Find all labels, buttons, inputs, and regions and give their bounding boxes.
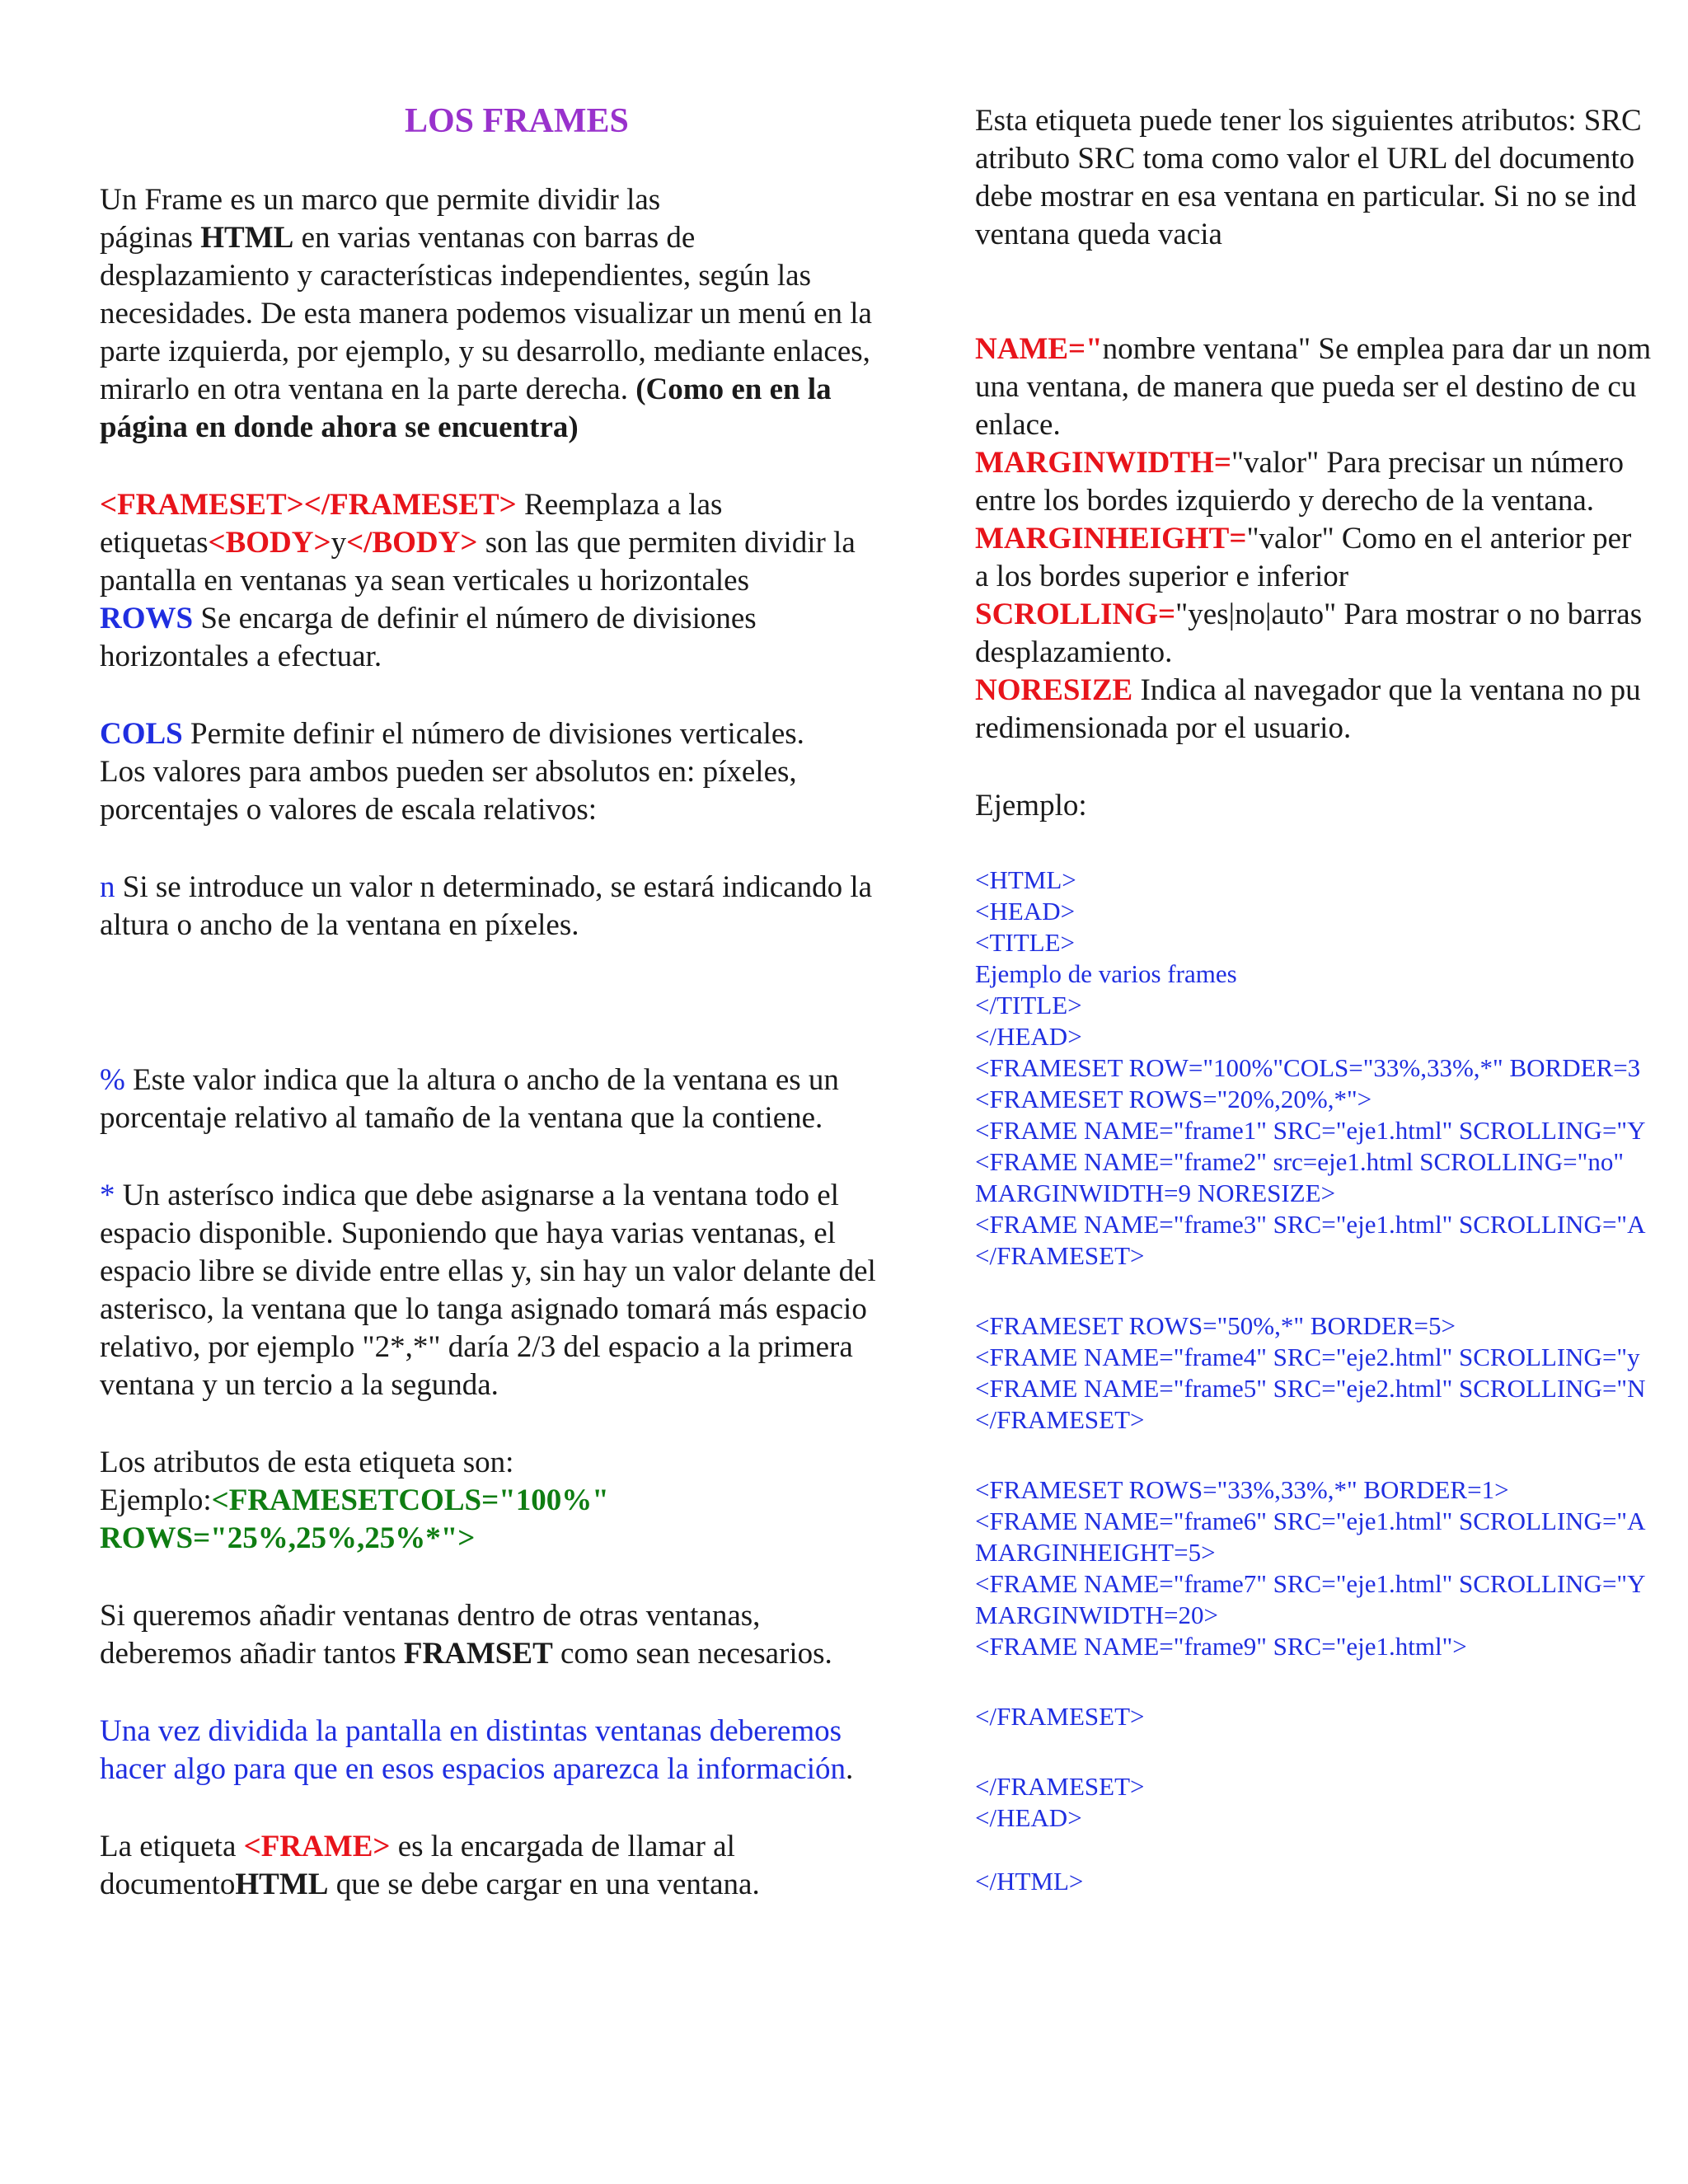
intro-line: mirarlo en otra ventana en la parte derecha. (Como en en la xyxy=(100,373,832,406)
code-line: </TITLE> xyxy=(975,991,1082,1019)
scrolling-attribute: desplazamiento. xyxy=(975,635,1173,669)
cols-line: porcentajes o valores de escala relativos: xyxy=(100,793,598,827)
n-keyword: n xyxy=(100,870,115,904)
intro-line: Un Frame es un marco que permite dividir las xyxy=(100,183,661,217)
name-attribute: una ventana, de manera que pueda ser el destino de cu xyxy=(975,370,1637,404)
code-line: MARGINHEIGHT=5> xyxy=(975,1538,1216,1567)
code-line: <TITLE> xyxy=(975,928,1076,957)
cols-line: Los valores para ambos pueden ser absolutos en: píxeles, xyxy=(100,755,797,789)
code-line: </HEAD> xyxy=(975,1022,1082,1051)
attributes-line: Los atributos de esta etiqueta son: xyxy=(100,1446,514,1479)
code-line: <HTML> xyxy=(975,865,1076,894)
asterisk-line: relativo, por ejemplo "2*,*" daría 2/3 del espacio a la primera xyxy=(100,1330,853,1364)
code-line: <FRAME NAME="frame5" SRC="eje2.html" SCROLLING="N xyxy=(975,1374,1646,1403)
rows-line: horizontales a efectuar. xyxy=(100,640,382,673)
code-line: </HEAD> xyxy=(975,1803,1082,1832)
code-line: <FRAME NAME="frame9" SRC="eje1.html"> xyxy=(975,1632,1467,1661)
src-line: atributo SRC toma como valor el URL del documento xyxy=(975,142,1635,176)
cols-keyword: COLS xyxy=(100,717,183,751)
code-line: </FRAMESET> xyxy=(975,1241,1145,1270)
example-heading: Ejemplo: xyxy=(975,789,1087,823)
attributes-line: Ejemplo:<FRAMESETCOLS="100%" xyxy=(100,1483,609,1517)
asterisk-line: espacio disponible. Suponiendo que haya varias ventanas, el xyxy=(100,1216,836,1250)
n-line: n Si se introduce un valor n determinado, se estará indicando la xyxy=(100,870,873,904)
rows-line: ROWS Se encarga de definir el número de divisiones xyxy=(100,602,757,635)
code-line: <FRAMESET ROWS="50%,*" BORDER=5> xyxy=(975,1311,1456,1340)
name-attribute: NAME="nombre ventana" Se emplea para dar un nom xyxy=(975,332,1652,366)
asterisk-keyword: * xyxy=(100,1179,115,1212)
scrolling-attribute: SCROLLING="yes|no|auto" Para mostrar o no barras xyxy=(975,598,1643,631)
frame-line: documentoHTML que se debe cargar en una ventana. xyxy=(100,1868,760,1901)
code-line: Ejemplo de varios frames xyxy=(975,959,1237,988)
code-line: <HEAD> xyxy=(975,897,1076,926)
code-line: </FRAMESET> xyxy=(975,1405,1145,1434)
src-line: ventana queda vacia xyxy=(975,218,1222,251)
info-line: hacer algo para que en esos espacios aparezca la información. xyxy=(100,1752,854,1786)
info-line: Una vez dividida la pantalla en distintas ventanas deberemos xyxy=(100,1714,842,1748)
asterisk-line: ventana y un tercio a la segunda. xyxy=(100,1368,499,1402)
code-line: <FRAME NAME="frame6" SRC="eje1.html" SCROLLING="A xyxy=(975,1507,1646,1535)
nested-line: deberemos añadir tantos FRAMSET como sean necesarios. xyxy=(100,1637,832,1671)
code-line: MARGINWIDTH=9 NORESIZE> xyxy=(975,1179,1336,1207)
noresize-attribute: redimensionada por el usuario. xyxy=(975,711,1352,745)
intro-line: desplazamiento y características independientes, según las xyxy=(100,259,811,293)
marginwidth-attribute: entre los bordes izquierdo y derecho de la ventana. xyxy=(975,484,1595,518)
frame-line: La etiqueta <FRAME> es la encargada de llamar al xyxy=(100,1830,735,1863)
code-line: </HTML> xyxy=(975,1867,1084,1896)
code-line: </FRAMESET> xyxy=(975,1702,1145,1731)
frameset-line: pantalla en ventanas ya sean verticales u horizontales xyxy=(100,564,749,598)
asterisk-line: espacio libre se divide entre ellas y, sin hay un valor delante del xyxy=(100,1254,876,1288)
src-line: debe mostrar en esa ventana en particular. Si no se ind xyxy=(975,180,1637,213)
intro-line: necesidades. De esta manera podemos visualizar un menú en la xyxy=(100,297,872,330)
code-line: <FRAME NAME="frame7" SRC="eje1.html" SCROLLING="Y xyxy=(975,1569,1646,1598)
code-line: </FRAMESET> xyxy=(975,1772,1145,1801)
cols-line: COLS Permite definir el número de divisiones verticales. xyxy=(100,717,804,751)
noresize-attribute: NORESIZE Indica al navegador que la ventana no pu xyxy=(975,673,1641,707)
rows-keyword: ROWS xyxy=(100,602,194,635)
code-line: <FRAMESET ROWS="33%,33%,*" BORDER=1> xyxy=(975,1475,1509,1504)
code-line: <FRAMESET ROWS="20%,20%,*"> xyxy=(975,1085,1372,1113)
code-line: <FRAME NAME="frame1" SRC="eje1.html" SCROLLING="Y xyxy=(975,1116,1646,1145)
percent-line: % Este valor indica que la altura o ancho de la ventana es un xyxy=(100,1063,839,1097)
frameset-tag: <FRAMESET></FRAMESET> xyxy=(100,488,517,522)
asterisk-line: * Un asterísco indica que debe asignarse a la ventana todo el xyxy=(100,1179,839,1212)
code-line: MARGINWIDTH=20> xyxy=(975,1601,1218,1629)
frameset-line: <FRAMESET></FRAMESET> Reemplaza a las xyxy=(100,488,723,522)
percent-keyword: % xyxy=(100,1063,125,1097)
code-line: <FRAMESET ROW="100%"COLS="33%,33%,*" BORDER=3 xyxy=(975,1053,1641,1082)
intro-line: parte izquierda, por ejemplo, y su desarrollo, mediante enlaces, xyxy=(100,335,870,368)
asterisk-line: asterisco, la ventana que lo tanga asignado tomará más espacio xyxy=(100,1292,867,1326)
marginheight-attribute: a los bordes superior e inferior xyxy=(975,560,1349,593)
n-line: altura o ancho de la ventana en píxeles. xyxy=(100,908,579,942)
name-attribute: enlace. xyxy=(975,408,1061,442)
code-line: <FRAME NAME="frame2" src=eje1.html SCROLLING="no" xyxy=(975,1147,1624,1176)
code-line: <FRAME NAME="frame4" SRC="eje2.html" SCROLLING="y xyxy=(975,1343,1640,1371)
intro-line: página en donde ahora se encuentra) xyxy=(100,410,579,444)
frameset-line: etiquetas<BODY>y</BODY> son las que permiten dividir la xyxy=(100,526,856,560)
page-title: LOS FRAMES xyxy=(405,102,629,140)
intro-line: páginas HTML en varias ventanas con barras de xyxy=(100,221,696,255)
percent-line: porcentaje relativo al tamaño de la ventana que la contiene. xyxy=(100,1101,823,1135)
frameset-example: ROWS="25%,25%,25%*"> xyxy=(100,1521,476,1555)
marginheight-attribute: MARGINHEIGHT="valor" Como en el anterior per xyxy=(975,522,1632,555)
marginwidth-attribute: MARGINWIDTH="valor" Para precisar un número xyxy=(975,446,1625,480)
frameset-example: <FRAMESETCOLS="100%" xyxy=(211,1483,609,1517)
code-line: <FRAME NAME="frame3" SRC="eje1.html" SCROLLING="A xyxy=(975,1210,1646,1239)
frame-tag: <FRAME> xyxy=(243,1830,391,1863)
nested-line: Si queremos añadir ventanas dentro de otras ventanas, xyxy=(100,1599,761,1633)
src-line: Esta etiqueta puede tener los siguientes atributos: SRC xyxy=(975,104,1642,138)
